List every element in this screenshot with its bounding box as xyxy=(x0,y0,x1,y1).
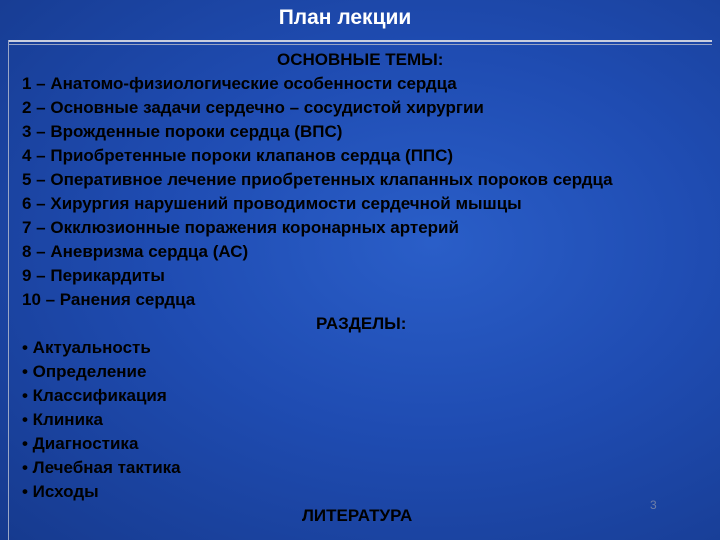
sections-list xyxy=(22,336,181,504)
topic-item: 3 – Врожденные пороки сердца (ВПС) xyxy=(22,122,343,141)
topic-item: 5 – Оперативное лечение приобретенных клапанных пороков сердца xyxy=(22,170,613,189)
topic-item: 2 – Основные задачи сердечно – сосудистой хирургии xyxy=(22,98,484,117)
section-item: • Актуальность xyxy=(22,338,151,357)
topic-item: 4 – Приобретенные пороки клапанов сердца (ППС) xyxy=(22,146,454,165)
section-item: • Определение xyxy=(22,362,147,381)
frame-left-border xyxy=(8,40,9,540)
topic-item: 1 – Анатомо-физиологические особенности сердца xyxy=(22,74,457,93)
topics-list xyxy=(22,72,613,312)
section-item: • Диагностика xyxy=(22,434,139,453)
page-number: 3 xyxy=(650,498,657,512)
topic-item: 10 – Ранения сердца xyxy=(22,290,196,309)
literature-heading: ЛИТЕРАТУРА xyxy=(302,506,413,525)
title-divider xyxy=(8,40,712,42)
slide-title: План лекции xyxy=(278,6,412,29)
topic-item: 6 – Хирургия нарушений проводимости сердечной мышцы xyxy=(22,194,522,213)
sections-heading: РАЗДЕЛЫ: xyxy=(316,314,407,333)
topics-heading: ОСНОВНЫЕ ТЕМЫ: xyxy=(277,50,444,69)
section-item: • Классификация xyxy=(22,386,167,405)
section-item: • Лечебная тактика xyxy=(22,458,181,477)
topic-item: 8 – Аневризма сердца (АС) xyxy=(22,242,249,261)
section-item: • Клиника xyxy=(22,410,103,429)
topic-item: 9 – Перикардиты xyxy=(22,266,165,285)
topic-item: 7 – Окклюзионные поражения коронарных артерий xyxy=(22,218,459,237)
section-item: • Исходы xyxy=(22,482,99,501)
title-divider-inner xyxy=(8,44,712,45)
